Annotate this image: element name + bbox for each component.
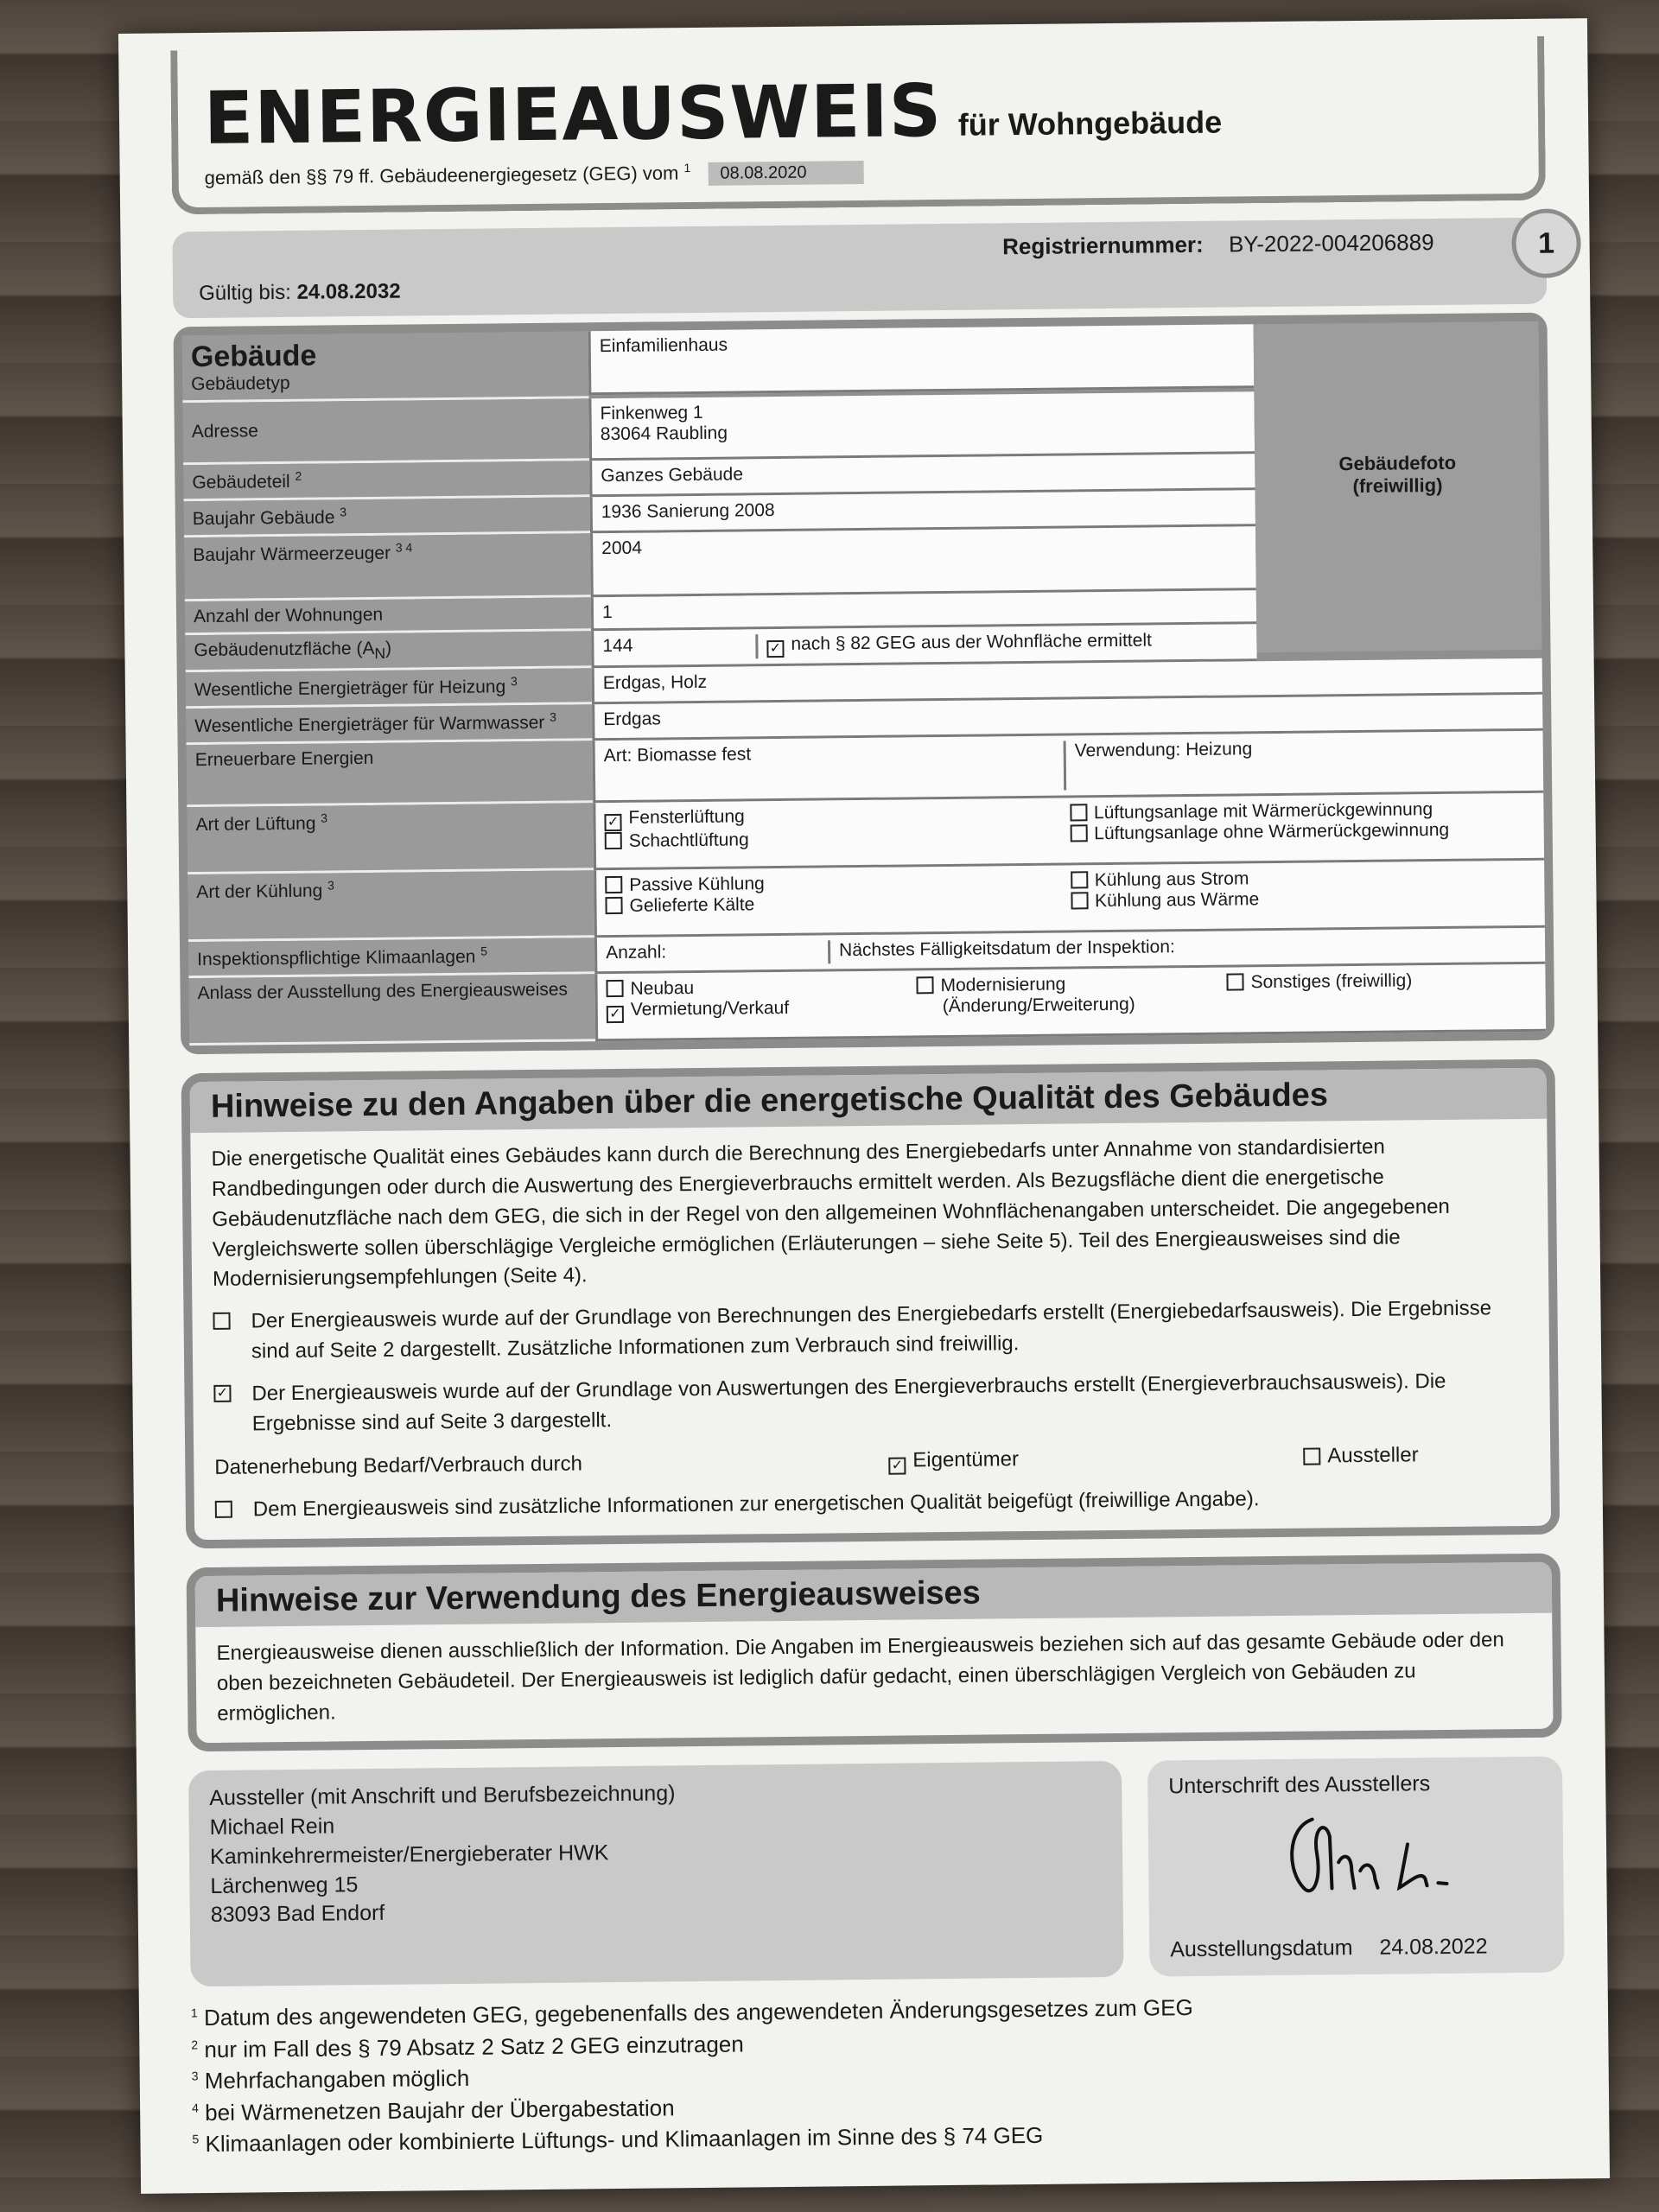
reason-rent-sale-checkbox[interactable]: ✓	[607, 1006, 624, 1023]
ventilation-col-right	[1070, 798, 1535, 858]
usage-notes-text: Energieausweise dienen ausschließlich der Information. Die Angaben im Energieausweis beziehen sich auf das gesamte Gebäude oder den oben bezeichneten Gebäudeteil. Der Energieausweis ist lediglich dafür gedacht, einen überschlägigen Vergleich von Gebäuden zu ermöglichen.	[216, 1628, 1504, 1726]
additional-info-text: Dem Energieausweis sind zusätzliche Informationen zur energetischen Qualität beigefügt (freiwillige Angabe).	[252, 1487, 1260, 1522]
building-grid-bottom	[185, 621, 1546, 1046]
reason-opt2-text: Vermietung/Verkauf	[630, 998, 790, 1020]
address-label: Adresse	[182, 398, 589, 465]
ventilation-options	[593, 793, 1544, 871]
vent-label-text: Art der Lüftung	[195, 813, 316, 836]
vent-with-recovery-checkbox[interactable]	[1070, 804, 1087, 821]
area-sub: N	[374, 644, 386, 663]
cool-opt1-text: Passive Kühlung	[629, 874, 765, 896]
cooling-col-right	[1071, 866, 1536, 925]
building-grid-top	[182, 324, 1257, 635]
cool-option-heat	[1071, 887, 1536, 912]
construction-year-value: 1936 Sanierung 2008	[590, 490, 1255, 533]
owner-checkbox[interactable]: ✓	[888, 1458, 906, 1475]
cool-opt4-text: Kühlung aus Wärme	[1094, 889, 1260, 912]
cooling-col-left	[605, 871, 1071, 931]
data-collection-row	[214, 1440, 1529, 1484]
building-part-value: Ganzes Gebäude	[589, 454, 1255, 497]
building-part-label	[183, 461, 589, 501]
page-number-badge: 1	[1511, 208, 1581, 278]
demand-certificate-checkbox[interactable]	[213, 1313, 230, 1330]
heater-year-value: 2004	[590, 526, 1256, 597]
issuer-checkbox[interactable]	[1303, 1448, 1320, 1465]
issuer-signature-row	[188, 1757, 1565, 1987]
renewable-label: Erneuerbare Energien	[187, 741, 594, 807]
data-collection-issuer	[1303, 1441, 1419, 1472]
cool-delivered-checkbox[interactable]	[605, 897, 622, 914]
footnote-3-text: Mehrfachangaben möglich	[204, 2064, 470, 2094]
vent-shaft-checkbox[interactable]	[605, 832, 622, 849]
demand-certificate-text: Der Energieausweis wurde auf der Grundlage von Berechnungen des Energiebedarfs erstellt (Energiebedarfsausweis). Die Ergebnisse sind auf Seite 2 dargestellt. Zusätzliche Informationen zum Verbrauch sind freiwillig.	[251, 1296, 1492, 1363]
cool-option-delivered	[605, 892, 1071, 918]
data-collection-label: Datenerhebung Bedarf/Verbrauch durch	[214, 1452, 583, 1480]
area-method-text: nach § 82 GEG aus der Wohnfläche ermittelt	[791, 630, 1152, 654]
year-label-text: Baujahr Gebäude	[192, 507, 335, 530]
registration-bar	[172, 218, 1555, 319]
ac-count: Anzahl:	[606, 941, 830, 967]
certificate-page	[118, 18, 1610, 2194]
footnote-5-number: 5	[192, 2132, 200, 2146]
valid-until-label: Gültig bis:	[198, 280, 291, 306]
water-carrier-label	[186, 704, 592, 745]
additional-info-checkbox[interactable]	[215, 1501, 232, 1518]
units-label: Anzahl der Wohnungen	[185, 597, 591, 635]
address-value	[588, 391, 1255, 461]
year-sup: 3	[340, 505, 347, 519]
water-carrier-sup: 3	[550, 709, 556, 724]
renewable-value-row	[593, 731, 1544, 804]
signature-label: Unterschrift des Ausstellers	[1168, 1771, 1431, 1799]
building-type-value: Einfamilienhaus	[588, 324, 1255, 395]
footnote-1-number: 1	[190, 2005, 198, 2020]
valid-until-row	[199, 280, 401, 306]
building-photo-placeholder	[1254, 321, 1542, 652]
quality-option-demand	[213, 1294, 1529, 1368]
issue-date-value: 24.08.2022	[1379, 1934, 1488, 1961]
footnote-3-number: 3	[191, 2069, 199, 2083]
reason-other-checkbox[interactable]	[1226, 974, 1243, 991]
issue-date-label: Ausstellungsdatum	[1170, 1936, 1353, 1962]
ac-label-text: Inspektionspflichtige Klimaanlagen	[197, 946, 476, 970]
area-label-text: Gebäudenutzfläche (A	[194, 638, 375, 661]
quality-intro-paragraph: Die energetische Qualität eines Gebäudes kann durch die Berechnung des Energiebedarfs unter Annahme von standardisierten Randbedingungen oder durch die Auswertung des Energieverbrauchs ermittelt werden. Als Bezugsfläche dient die energetische Gebäudenutzfläche nach dem GEG, die sich in der Regel von den allgemeinen Wohnflächenangaben unterscheidet. Die angegebenen Vergleichswerte sollen überschlägige Vergleiche ermöglichen (Erläuterungen – siehe Seite 5). Teil des Energieausweises sind die Modernisierungsempfehlungen (Seite 4).	[211, 1135, 1450, 1292]
certificate-content	[170, 36, 1566, 2160]
cool-opt3-text: Kühlung aus Strom	[1094, 868, 1249, 891]
address-line2: 83064 Raubling	[600, 423, 728, 445]
quality-option-consumption	[213, 1366, 1529, 1440]
consumption-certificate-checkbox[interactable]: ✓	[213, 1384, 231, 1402]
water-carrier-label-text: Wesentliche Energieträger für Warmwasser	[194, 713, 545, 737]
part-label-text: Gebäudeteil	[192, 471, 290, 493]
units-value: 1	[591, 590, 1256, 631]
vent-window-checkbox[interactable]: ✓	[604, 814, 621, 831]
footnote-4-number: 4	[192, 2100, 199, 2115]
reason-col-1	[606, 976, 917, 1034]
issue-reason-label: Anlass der Ausstellung des Energieausweises	[188, 974, 595, 1046]
vent-sup: 3	[321, 810, 328, 825]
usage-notes-section	[187, 1554, 1562, 1752]
cool-label-text: Art der Kühlung	[196, 880, 323, 903]
ventilation-label	[187, 803, 594, 874]
building-section-title: Gebäude	[190, 339, 317, 374]
data-collection-owner	[888, 1442, 1303, 1477]
area-value: 144	[602, 634, 758, 660]
issuer-box	[188, 1761, 1124, 1986]
registration-number-row	[1002, 229, 1434, 260]
heat-carrier-sup: 3	[510, 674, 518, 689]
reason-option-other	[1226, 969, 1536, 994]
issuer-profession: Kaminkehrermeister/Energieberater HWK	[209, 1840, 609, 1869]
vent-opt1-text: Fensterlüftung	[628, 806, 745, 829]
footnote-5-text: Klimaanlagen oder kombinierte Lüftungs- und Klimaanlagen im Sinne des § 74 GEG	[205, 2121, 1044, 2157]
issuer-city: 83093 Bad Endorf	[210, 1901, 385, 1928]
reason-col-2	[916, 973, 1227, 1031]
document-subtitle: für Wohngebäude	[957, 104, 1223, 143]
cool-heat-checkbox[interactable]	[1071, 892, 1088, 909]
quality-notes-body	[190, 1119, 1551, 1540]
building-section	[174, 313, 1555, 1055]
area-method	[758, 629, 1248, 658]
part-sup: 2	[295, 468, 302, 483]
heater-sup: 3 4	[395, 540, 413, 555]
registration-number: BY-2022-004206889	[1228, 229, 1434, 257]
cool-electric-checkbox[interactable]	[1071, 871, 1088, 888]
footnote-2-number: 2	[191, 2037, 199, 2052]
heater-year-label	[184, 533, 591, 601]
cooling-options	[594, 861, 1545, 938]
reason-opt1-text: Neubau	[630, 978, 695, 1000]
heating-carrier-label	[186, 668, 592, 709]
ac-next-date: Nächstes Fälligkeitsdatum der Inspektion:	[838, 937, 1175, 961]
water-carrier-value: Erdgas	[592, 695, 1542, 741]
area-label: Gebäudenutzfläche $(A_N)$	[185, 631, 591, 672]
ventilation-col-left	[604, 804, 1070, 863]
valid-until-date: 24.08.2032	[296, 279, 401, 304]
footnotes	[191, 1988, 1567, 2160]
heater-label-text: Baujahr Wärmeerzeuger	[193, 543, 391, 566]
document-title: ENERGIEAUSWEIS	[203, 67, 943, 161]
issuer-label: Aussteller (mit Anschrift und Berufsbezeichnung)	[209, 1781, 676, 1811]
quality-notes-title: Hinweise zu den Angaben über die energetische Qualität des Gebäudes	[190, 1068, 1548, 1133]
registration-label: Registriernummer:	[1001, 231, 1204, 260]
footnote-4-text: bei Wärmenetzen Baujahr der Übergabestation	[205, 2094, 675, 2126]
reason-opt4-text: Sonstiges (freiwillig)	[1250, 970, 1413, 993]
reason-option-rent-sale	[607, 997, 917, 1024]
reason-new-checkbox[interactable]	[606, 980, 623, 997]
vent-opt2-text: Schachtlüftung	[628, 830, 749, 852]
cool-passive-checkbox[interactable]	[605, 876, 622, 893]
header-box	[170, 36, 1546, 215]
law-text: gemäß den §§ 79 ff. Gebäudeenergiegesetz (GEG) vom	[204, 162, 679, 189]
renewable-type: Art: Biomasse fest	[604, 741, 1067, 796]
reason-modernisation-checkbox[interactable]	[916, 976, 933, 994]
issuer-name: Michael Rein	[209, 1814, 335, 1840]
footnote-1-text: Datum des angewendeten GEG, gegebenenfalls des angewendeten Änderungsgesetzes zum GEG	[203, 1994, 1193, 2031]
quality-notes-section	[181, 1059, 1560, 1548]
address-line1: Finkenweg 1	[600, 402, 703, 424]
footnote-2-text: nur im Fall des § 79 Absatz 2 Satz 2 GEG einzutragen	[204, 2031, 744, 2063]
cool-sup: 3	[327, 878, 334, 893]
vent-without-recovery-checkbox[interactable]	[1070, 824, 1087, 842]
additional-info-option	[215, 1482, 1530, 1526]
reason-option-modernisation-note: (Änderung/Erweiterung)	[942, 994, 1135, 1017]
heating-carrier-value: Erdgas, Holz	[592, 658, 1542, 705]
ac-inspection-label	[188, 938, 594, 978]
area-checkbox[interactable]: ✓	[766, 640, 784, 658]
vent-option-shaft	[605, 827, 1071, 853]
photo-label: Gebäudefoto	[1338, 451, 1457, 475]
reason-opt3-text: Modernisierung	[940, 974, 1066, 996]
law-date: 08.08.2020	[708, 161, 863, 186]
construction-year-label	[184, 497, 590, 537]
law-footnote-ref: 1	[683, 161, 691, 175]
issuer-text: Aussteller	[1327, 1443, 1419, 1468]
signature-box	[1147, 1757, 1565, 1977]
heat-carrier-label-text: Wesentliche Energieträger für Heizung	[194, 677, 506, 701]
renewable-usage: Verwendung: Heizung	[1074, 739, 1253, 761]
issuer-street: Lärchenweg 15	[210, 1872, 359, 1898]
vent-opt3-text: Lüftungsanlage mit Wärmerückgewinnung	[1093, 799, 1433, 823]
handwritten-signature	[1277, 1801, 1485, 1907]
reason-col-3	[1226, 969, 1537, 1027]
ac-sup: 5	[480, 944, 488, 958]
issue-date-row	[1170, 1934, 1543, 1963]
owner-text: Eigentümer	[912, 1447, 1020, 1472]
issue-reason-options	[594, 964, 1546, 1042]
photo-note: (freiwillig)	[1352, 474, 1443, 498]
cool-opt2-text: Gelieferte Kälte	[629, 894, 755, 917]
consumption-certificate-text: Der Energieausweis wurde auf der Grundlage von Auswertungen des Energieverbrauchs erstellt (Energieverbrauchsausweis). Die Ergebnisse sind auf Seite 3 dargestellt.	[251, 1369, 1446, 1435]
vent-option-without-recovery	[1070, 819, 1535, 845]
building-type-label	[182, 331, 589, 403]
cooling-label	[188, 870, 594, 942]
vent-opt4-text: Lüftungsanlage ohne Wärmerückgewinnung	[1094, 820, 1450, 844]
type-label-text: Gebäudetyp	[191, 372, 290, 395]
usage-notes-title: Hinweise zur Verwendung des Energieausweises	[195, 1562, 1553, 1627]
